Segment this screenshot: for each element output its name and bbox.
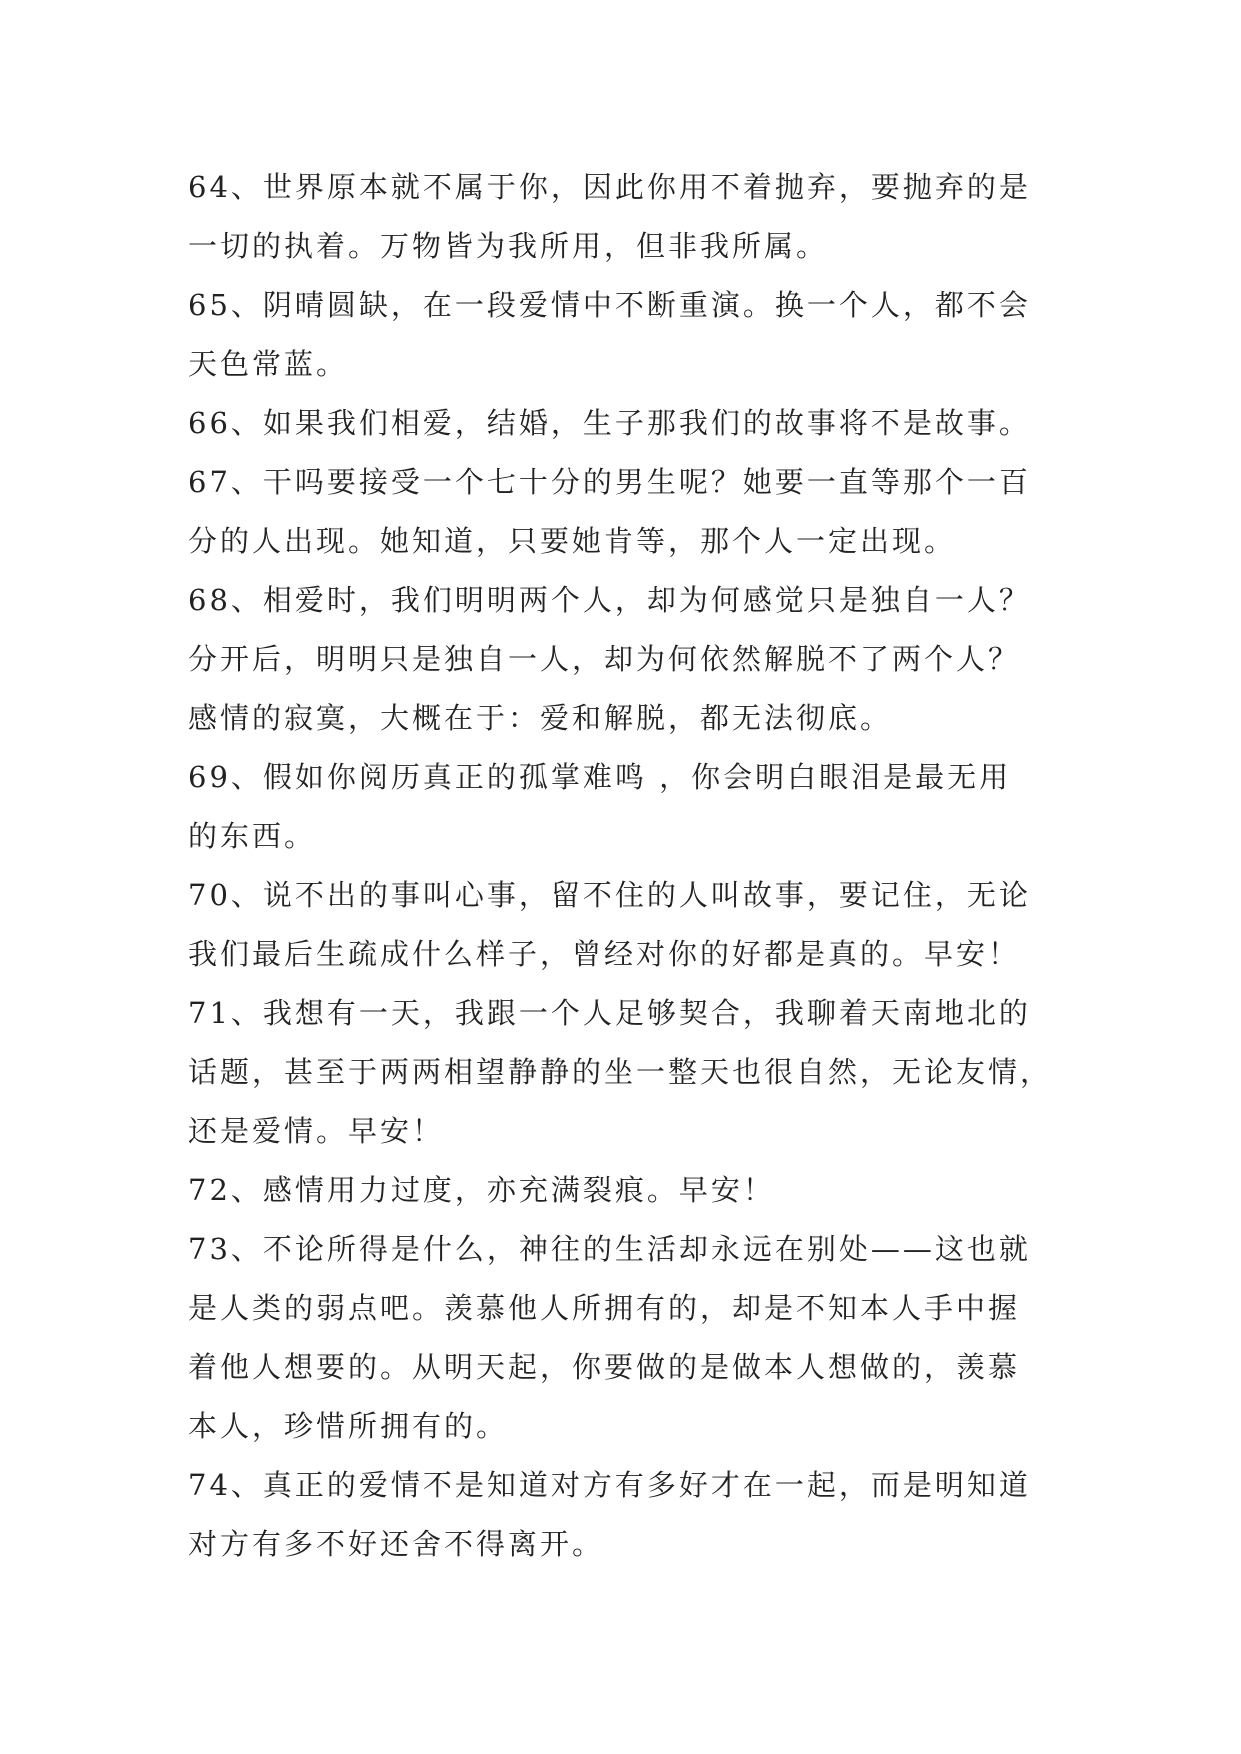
text-line: 分的人出现。她知道，只要她肯等，那个人一定出现。 <box>188 524 957 558</box>
text-line: 66、如果我们相爱，结婚，生子那我们的故事将不是故事。 <box>188 406 1031 440</box>
text-line: 对方有多不好还舍不得离开。 <box>188 1527 605 1561</box>
text-line: 本人，珍惜所拥有的。 <box>188 1409 509 1443</box>
text-line: 的东西。 <box>188 819 317 853</box>
text-line: 68、相爱时，我们明明两个人，却为何感觉只是独自一人？ <box>188 583 1031 617</box>
text-line: 一切的执着。万物皆为我所用，但非我所属。 <box>188 229 829 263</box>
text-line: 着他人想要的。从明天起，你要做的是做本人想做的，羡慕 <box>188 1350 1021 1384</box>
text-line: 70、说不出的事叫心事，留不住的人叫故事，要记住，无论 <box>188 878 1031 912</box>
text-line: 是人类的弱点吧。羡慕他人所拥有的，却是不知本人手中握 <box>188 1291 1021 1325</box>
text-line: 71、我想有一天，我跟一个人足够契合，我聊着天南地北的 <box>188 996 1031 1030</box>
document-body <box>188 158 1068 1574</box>
text-line: 我们最后生疏成什么样子，曾经对你的好都是真的。早安！ <box>188 937 1021 971</box>
text-line: 天色常蓝。 <box>188 347 349 381</box>
text-line: 话题，甚至于两两相望静静的坐一整天也很自然，无论友情， <box>188 1055 1053 1089</box>
text-line: 分开后，明明只是独自一人，却为何依然解脱不了两个人？ <box>188 642 1021 676</box>
text-line: 73、不论所得是什么，神往的生活却永远在别处——这也就 <box>188 1232 1031 1266</box>
text-line: 74、真正的爱情不是知道对方有多好才在一起，而是明知道 <box>188 1468 1031 1502</box>
text-line: 69、假如你阅历真正的孤掌难鸣 ，你会明白眼泪是最无用 <box>188 760 1012 794</box>
text-line: 72、感情用力过度，亦充满裂痕。早安！ <box>188 1173 775 1207</box>
text-line: 67、干吗要接受一个七十分的男生呢？她要一直等那个一百 <box>188 465 1031 499</box>
text-line: 64、世界原本就不属于你，因此你用不着抛弃，要抛弃的是 <box>188 170 1031 204</box>
text-line: 感情的寂寞，大概在于：爱和解脱，都无法彻底。 <box>188 701 893 735</box>
text-line: 还是爱情。早安！ <box>188 1114 445 1148</box>
text-line: 65、阴晴圆缺，在一段爱情中不断重演。换一个人，都不会 <box>188 288 1031 322</box>
